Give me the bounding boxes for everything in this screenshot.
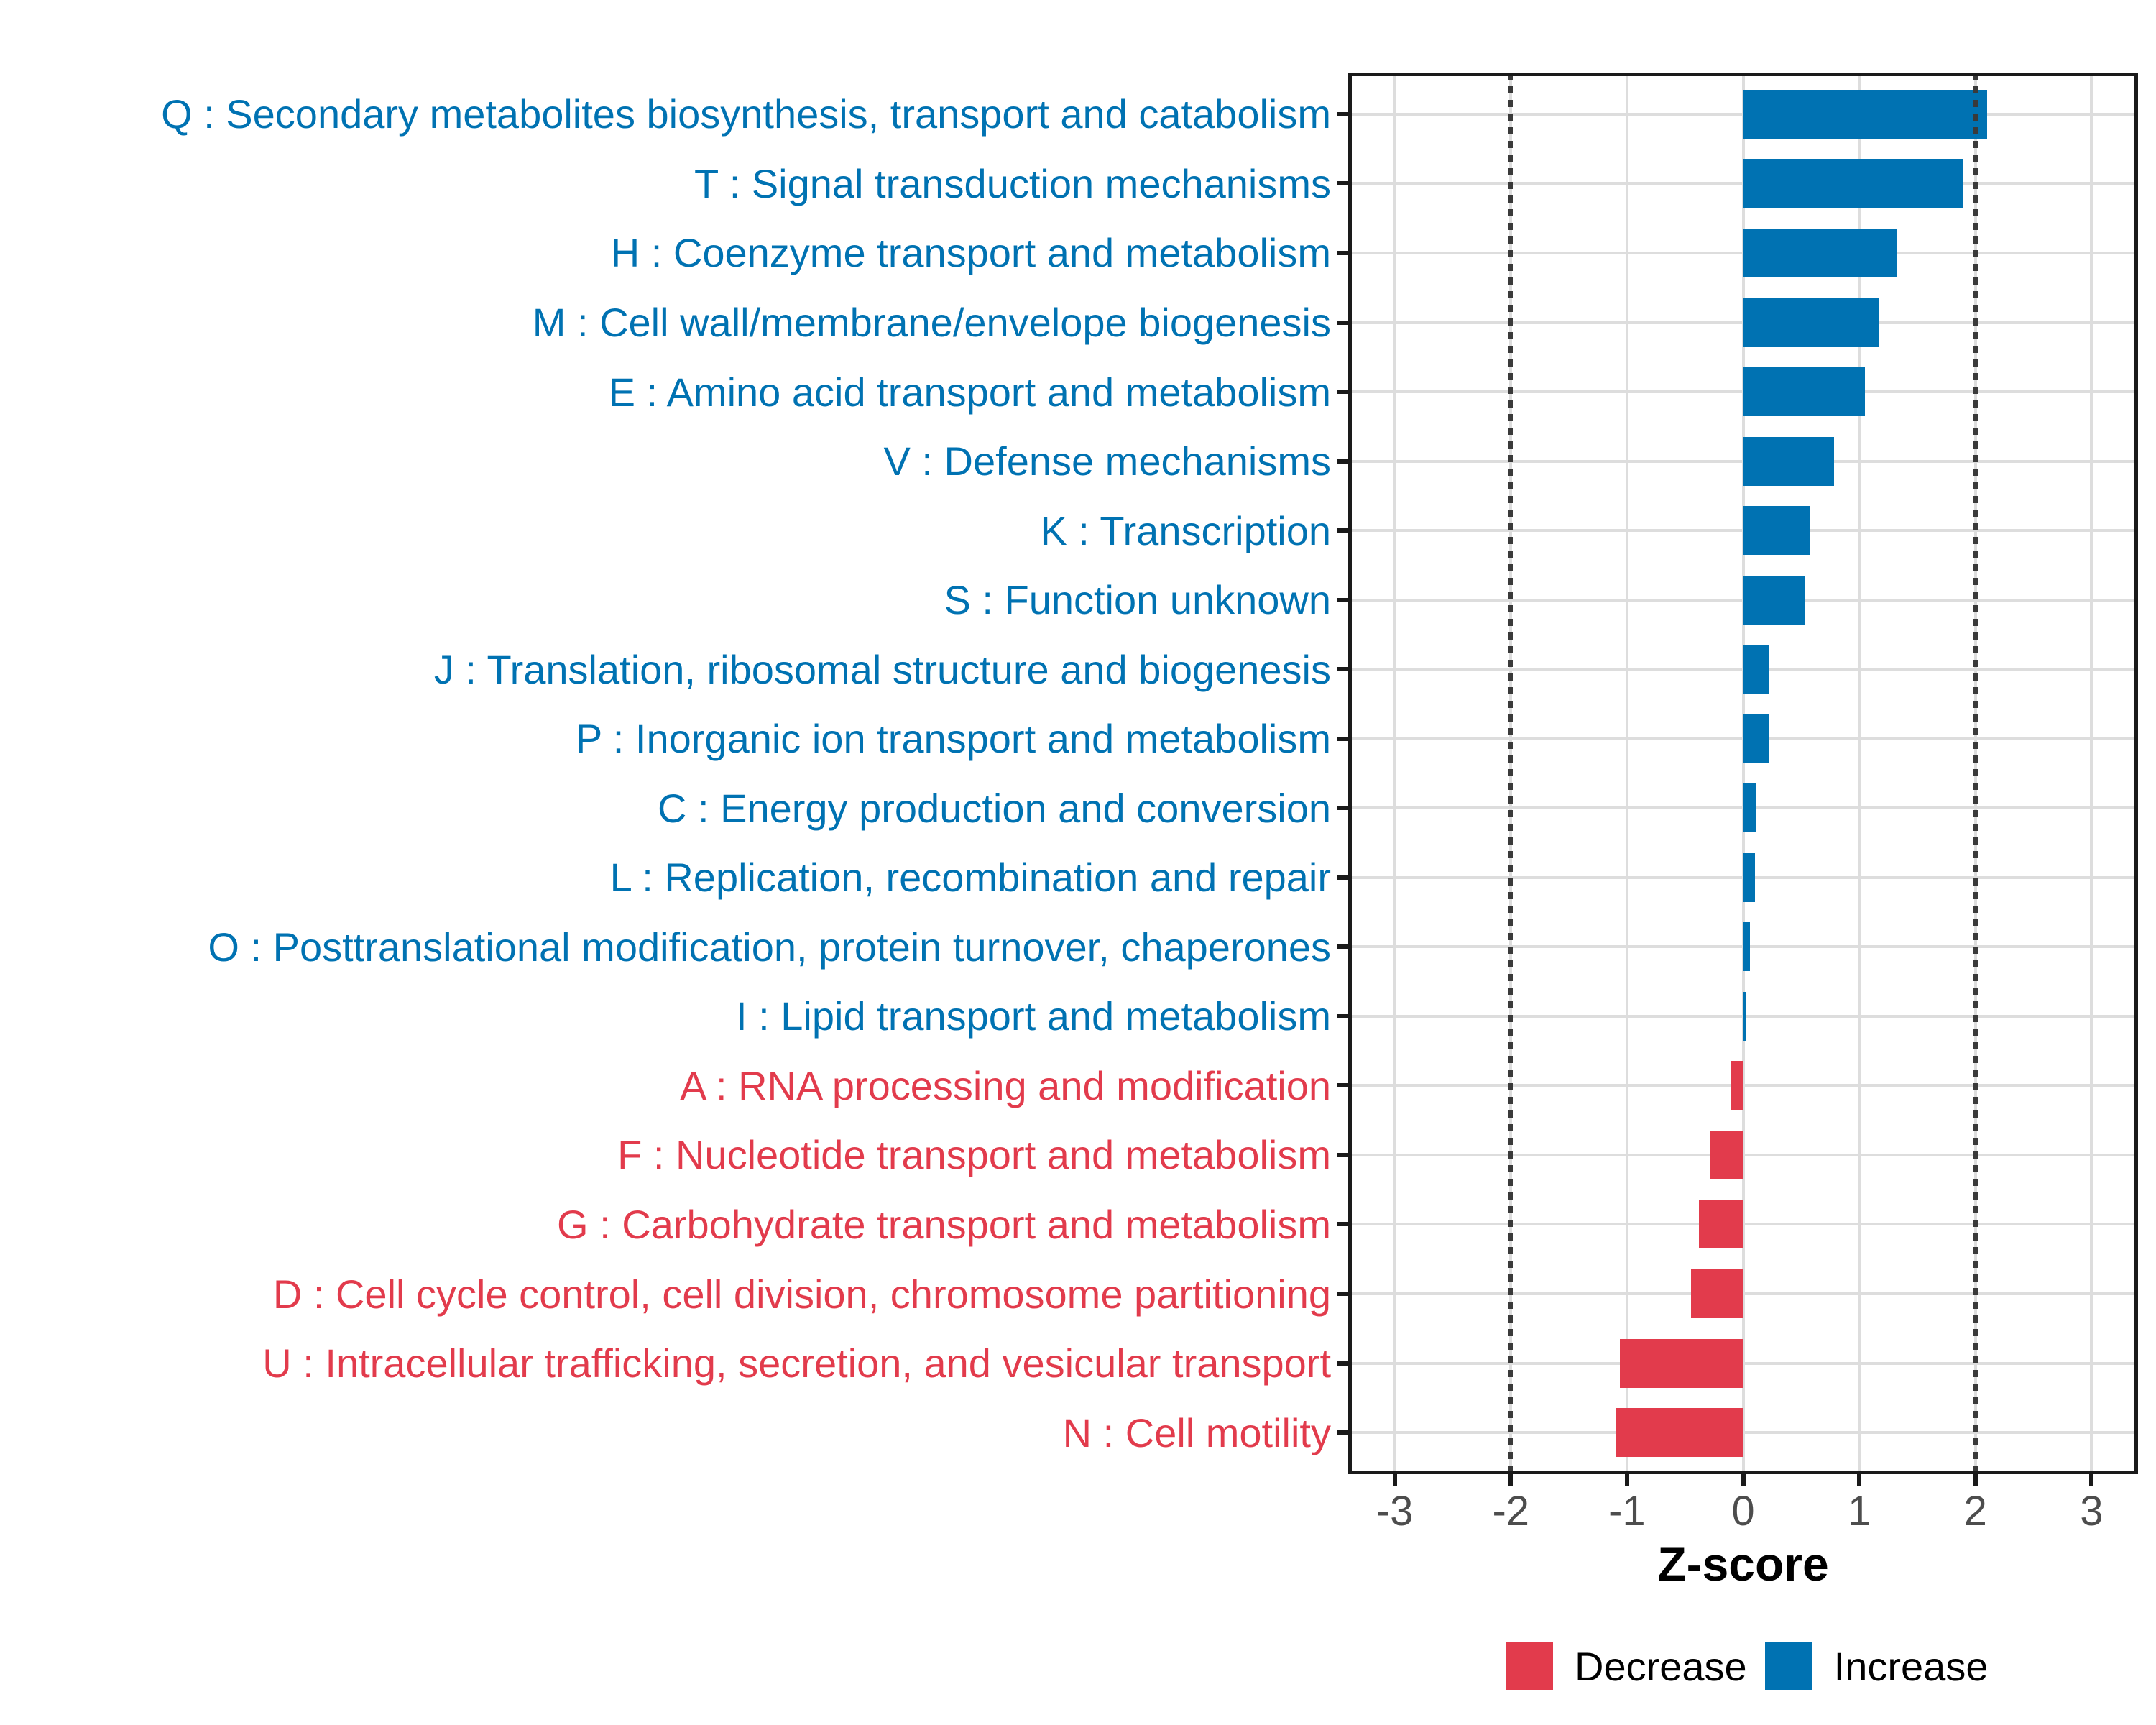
y-axis-label: D : Cell cycle control, cell division, chromosome partitioning bbox=[272, 1271, 1331, 1317]
y-axis-label: T : Signal transduction mechanisms bbox=[694, 160, 1331, 206]
y-axis-label: A : RNA processing and modification bbox=[680, 1062, 1331, 1108]
y-axis-label: I : Lipid transport and metabolism bbox=[736, 993, 1331, 1039]
y-axis-tick bbox=[1337, 251, 1348, 255]
x-axis-tick-label: -1 bbox=[1608, 1488, 1646, 1535]
x-axis-tick bbox=[1508, 1474, 1513, 1486]
y-axis-tick bbox=[1337, 112, 1348, 116]
bar bbox=[1743, 714, 1769, 763]
y-axis-label: F : Nucleotide transport and metabolism bbox=[617, 1132, 1331, 1178]
y-axis-tick bbox=[1337, 737, 1348, 741]
horizontal-gridline bbox=[1348, 1084, 2138, 1087]
bar bbox=[1743, 783, 1756, 832]
y-axis-tick bbox=[1337, 1014, 1348, 1018]
bar bbox=[1743, 645, 1769, 694]
x-axis-tick-label: -3 bbox=[1376, 1488, 1414, 1535]
horizontal-gridline bbox=[1348, 1362, 2138, 1365]
increase-swatch-icon bbox=[1765, 1642, 1812, 1690]
y-axis-label: V : Defense mechanisms bbox=[883, 438, 1331, 484]
y-axis-tick bbox=[1337, 1153, 1348, 1157]
legend-item-increase bbox=[1765, 1642, 1989, 1690]
x-axis-tick bbox=[1973, 1474, 1978, 1486]
horizontal-gridline bbox=[1348, 1292, 2138, 1295]
x-axis-title: Z-score bbox=[1657, 1537, 1829, 1591]
legend-item-decrease bbox=[1506, 1642, 1747, 1690]
bar bbox=[1691, 1269, 1743, 1318]
bar bbox=[1743, 922, 1751, 971]
y-axis-label: L : Replication, recombination and repair bbox=[609, 855, 1331, 901]
y-axis-label: N : Cell motility bbox=[1062, 1409, 1331, 1455]
bar bbox=[1743, 367, 1866, 416]
bar bbox=[1743, 853, 1755, 902]
bar bbox=[1743, 992, 1747, 1041]
y-axis-label: K : Transcription bbox=[1040, 507, 1331, 553]
y-axis-label: Q : Secondary metabolites biosynthesis, transport and catabolism bbox=[161, 91, 1331, 137]
vertical-gridline bbox=[1393, 73, 1396, 1474]
y-axis-label: J : Translation, ribosomal structure and biogenesis bbox=[433, 646, 1331, 692]
bar bbox=[1699, 1200, 1743, 1248]
y-axis-tick bbox=[1337, 598, 1348, 602]
x-axis-tick bbox=[2089, 1474, 2093, 1486]
x-axis-tick-label: 3 bbox=[2080, 1488, 2104, 1535]
y-axis-tick bbox=[1337, 181, 1348, 185]
vertical-gridline bbox=[2090, 73, 2093, 1474]
horizontal-gridline bbox=[1348, 1431, 2138, 1434]
bar bbox=[1743, 90, 1987, 139]
y-axis-tick bbox=[1337, 321, 1348, 325]
bar bbox=[1710, 1131, 1743, 1179]
bar bbox=[1620, 1339, 1743, 1388]
y-axis-label: E : Amino acid transport and metabolism bbox=[608, 369, 1331, 415]
y-axis-tick bbox=[1337, 1292, 1348, 1296]
bar bbox=[1743, 229, 1898, 277]
y-axis-tick bbox=[1337, 875, 1348, 880]
bar bbox=[1743, 576, 1805, 625]
vertical-gridline bbox=[1626, 73, 1628, 1474]
bar bbox=[1743, 298, 1879, 347]
legend-label-decrease: Decrease bbox=[1575, 1643, 1747, 1689]
bar bbox=[1616, 1408, 1743, 1457]
y-axis-label: H : Coenzyme transport and metabolism bbox=[610, 230, 1331, 276]
y-axis-tick bbox=[1337, 528, 1348, 533]
legend-label-increase: Increase bbox=[1833, 1643, 1989, 1689]
x-axis-tick bbox=[1857, 1474, 1861, 1486]
x-axis-tick-label: 0 bbox=[1731, 1488, 1755, 1535]
x-axis-tick-label: -2 bbox=[1492, 1488, 1530, 1535]
x-axis-tick bbox=[1741, 1474, 1746, 1486]
reference-line bbox=[1973, 73, 1978, 1474]
decrease-swatch-icon bbox=[1506, 1642, 1553, 1690]
x-axis-tick-label: 2 bbox=[1963, 1488, 1987, 1535]
y-axis-label: G : Carbohydrate transport and metabolism bbox=[557, 1201, 1331, 1247]
bar bbox=[1731, 1061, 1743, 1110]
x-axis-tick-label: 1 bbox=[1847, 1488, 1871, 1535]
y-axis-label: P : Inorganic ion transport and metabolism bbox=[575, 716, 1331, 762]
y-axis-label: S : Function unknown bbox=[944, 577, 1331, 623]
bar bbox=[1743, 506, 1810, 555]
y-axis-tick bbox=[1337, 390, 1348, 394]
vertical-gridline bbox=[1742, 73, 1745, 1474]
y-axis-tick bbox=[1337, 459, 1348, 464]
horizontal-gridline bbox=[1348, 1223, 2138, 1225]
y-axis-tick bbox=[1337, 1083, 1348, 1087]
y-axis-label: O : Posttranslational modification, protein turnover, chaperones bbox=[208, 924, 1331, 970]
y-axis-tick bbox=[1337, 806, 1348, 810]
y-axis-tick bbox=[1337, 667, 1348, 671]
y-axis-tick bbox=[1337, 1361, 1348, 1366]
reference-line bbox=[1508, 73, 1513, 1474]
y-axis-tick bbox=[1337, 1222, 1348, 1226]
y-axis-label: U : Intracellular trafficking, secretion, and vesicular transport bbox=[262, 1340, 1331, 1386]
y-axis-tick bbox=[1337, 1430, 1348, 1435]
bar bbox=[1743, 437, 1834, 486]
x-axis-tick bbox=[1393, 1474, 1397, 1486]
y-axis-label: C : Energy production and conversion bbox=[658, 785, 1331, 831]
vertical-gridline bbox=[1858, 73, 1861, 1474]
y-axis-label: M : Cell wall/membrane/envelope biogenesis bbox=[532, 300, 1331, 346]
x-axis-tick bbox=[1625, 1474, 1629, 1486]
bar bbox=[1743, 159, 1963, 208]
horizontal-gridline bbox=[1348, 1154, 2138, 1156]
y-axis-tick bbox=[1337, 944, 1348, 949]
legend bbox=[1506, 1642, 1988, 1690]
